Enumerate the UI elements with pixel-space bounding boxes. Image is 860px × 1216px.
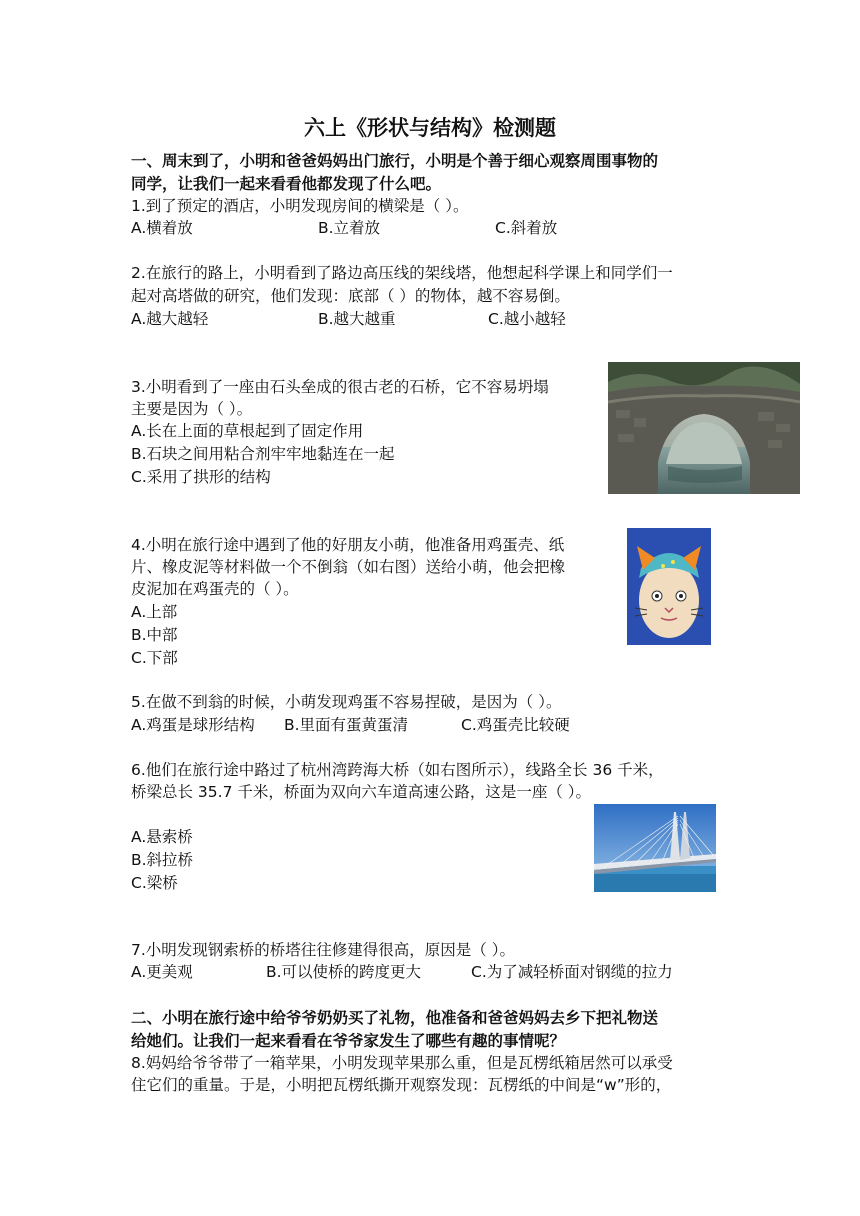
egg-tumbler-photo [627, 528, 711, 645]
q7-option-b: B.可以使桥的跨度更大 [266, 963, 422, 981]
q6-option-b: B.斜拉桥 [131, 851, 194, 869]
q7-stem: 7.小明发现钢索桥的桥塔往往修建得很高，原因是（ ）。 [131, 941, 515, 959]
q3-option-c: C.采用了拱形的结构 [131, 468, 271, 486]
q2-option-a: A.越大越轻 [131, 310, 209, 328]
q8-line1: 8.妈妈给爷爷带了一箱苹果，小明发现苹果那么重，但是瓦楞纸箱居然可以承受 [131, 1054, 673, 1072]
q7-option-a: A.更美观 [131, 963, 193, 981]
q4-option-c: C.下部 [131, 649, 178, 667]
q3-stem-line1: 3.小明看到了一座由石头垒成的很古老的石桥，它不容易坍塌 [131, 378, 549, 396]
q2-option-b: B.越大越重 [318, 310, 396, 328]
q2-option-c: C.越小越轻 [488, 310, 566, 328]
section2-heading-line1: 二、小明在旅行途中给爷爷奶奶买了礼物，他准备和爸爸妈妈去乡下把礼物送 [131, 1009, 659, 1027]
q6-option-a: A.悬索桥 [131, 828, 193, 846]
q7-option-c: C.为了减轻桥面对钢缆的拉力 [471, 963, 673, 981]
q5-option-b: B.里面有蛋黄蛋清 [284, 716, 409, 734]
q2-stem-line1: 2.在旅行的路上，小明看到了路边高压线的架线塔，他想起科学课上和同学们一 [131, 264, 673, 282]
q1-stem: 1.到了预定的酒店，小明发现房间的横梁是（ ）。 [131, 197, 469, 215]
q3-stem-line2: 主要是因为（ ）。 [131, 400, 253, 418]
q8-line2: 住它们的重量。于是，小明把瓦楞纸撕开观察发现：瓦楞纸的中间是“w”形的， [131, 1076, 672, 1094]
q5-option-c: C.鸡蛋壳比较硬 [461, 716, 570, 734]
stone-arch-bridge-photo [608, 362, 800, 494]
q6-option-c: C.梁桥 [131, 874, 178, 892]
q3-option-a: A.长在上面的草根起到了固定作用 [131, 422, 364, 440]
q4-stem-line3: 皮泥加在鸡蛋壳的（ ）。 [131, 580, 299, 598]
q2-stem-line2: 起对高塔做的研究，他们发现：底部（ ）的物体，越不容易倒。 [131, 287, 570, 305]
q3-option-b: B.石块之间用粘合剂牢牢地黏连在一起 [131, 445, 395, 463]
q1-option-a: A.横着放 [131, 219, 193, 237]
q4-stem-line1: 4.小明在旅行途中遇到了他的好朋友小萌，他准备用鸡蛋壳、纸 [131, 536, 565, 554]
q5-stem: 5.在做不到翁的时候，小萌发现鸡蛋不容易捏破，是因为（ ）。 [131, 693, 562, 711]
q1-option-b: B.立着放 [318, 219, 381, 237]
page-title: 六上《形状与结构》检测题 [304, 116, 556, 140]
q4-option-b: B.中部 [131, 626, 178, 644]
q6-stem-line2: 桥梁总长 35.7 千米，桥面为双向六车道高速公路，这是一座（ ）。 [131, 783, 592, 801]
section1-heading-line2: 同学，让我们一起来看看他都发现了什么吧。 [131, 175, 442, 193]
q5-option-a: A.鸡蛋是球形结构 [131, 716, 255, 734]
q4-stem-line2: 片、橡皮泥等材料做一个不倒翁（如右图）送给小萌，他会把橡 [131, 558, 566, 576]
q6-stem-line1: 6.他们在旅行途中路过了杭州湾跨海大桥（如右图所示），线路全长 36 千米， [131, 761, 664, 779]
section1-heading-line1: 一、周末到了，小明和爸爸妈妈出门旅行，小明是个善于细心观察周围事物的 [131, 152, 659, 170]
cable-stayed-bridge-photo [594, 804, 716, 892]
section2-heading-line2: 给她们。让我们一起来看看在爷爷家发生了哪些有趣的事情呢？ [131, 1032, 566, 1050]
q4-option-a: A.上部 [131, 603, 178, 621]
q1-option-c: C.斜着放 [495, 219, 558, 237]
